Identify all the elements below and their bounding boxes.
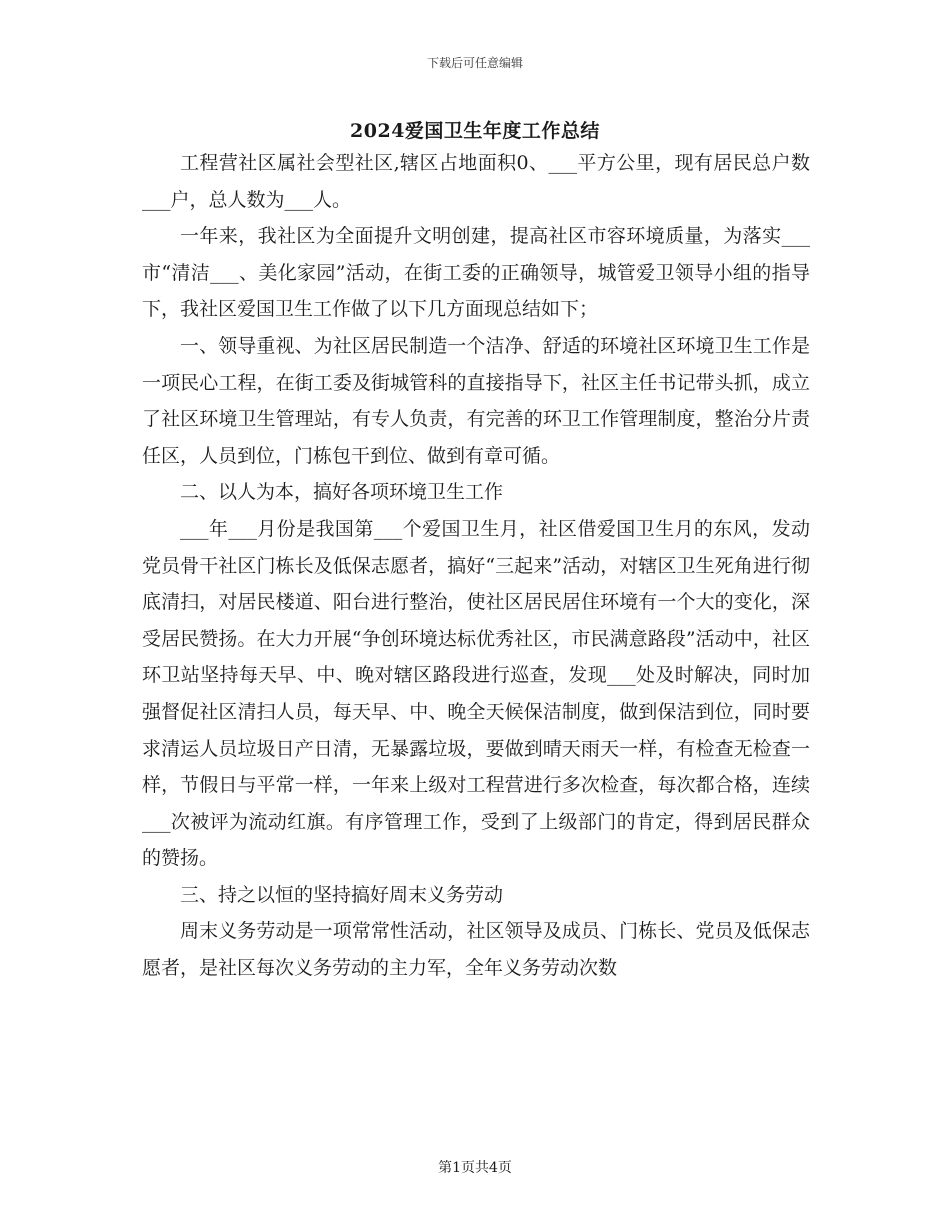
download-note: 下载后可任意编辑 [426,56,523,70]
document-body [142,145,810,987]
paragraph-section-3: 周末义务劳动是一项常常性活动，社区领导及成员、门栋长、党员及低保志愿者，是社区每次义务劳动的主力军，全年义务劳动次数 [142,920,810,980]
document-title: 2024爱国卫生年度工作总结 [350,120,600,142]
page-number: 第1页共4页 [438,1160,512,1176]
paragraph-section-2: ___年___月份是我国第___个爱国卫生月，社区借爱国卫生月的东风，发动党员骨干社区门栋长及低保志愿者，搞好“三起来”活动，对辖区卫生死角进行彻底清扫，对居民楼道、阳台进行整治，使社区居民居住环境有一个大的变化，深受居民赞扬。在大力开展“争创环境达标优秀社区，市民满意路段”活动中，社区环卫站坚持每天早、中、晚对辖区路段进行巡查，发现___处及时解决，同时加强督促社区清扫人员，每天早、中、晚全天候保洁制度，做到保洁到位，同时要求清运人员垃圾日产日清，无暴露垃圾，要做到晴天雨天一样，有检查无检查一样，节假日与平常一样，一年来上级对工程营进行多次检查，每次都合格，连续___次被评为流动红旗。有序管理工作，受到了上级部门的肯定，得到居民群众的赞扬。 [142,517,810,870]
section-heading-3: 三、持之以恒的坚持搞好周末义务劳动 [180,883,504,906]
section-heading-2: 二、以人为本，搞好各项环境卫生工作 [180,481,504,504]
paragraph-intro: 工程营社区属社会型社区,辖区占地面积0、___平方公里，现有居民总户数___户，总人数为___人。 [142,152,810,211]
paragraph-overview: 一年来，我社区为全面提升文明创建，提高社区市容环境质量，为落实___市“清洁___、美化家园”活动，在街工委的正确领导，城管爱卫领导小组的指导下，我社区爱国卫生工作做了以下几方面现总结如下； [142,225,810,321]
paragraph-section-1: 一、领导重视、为社区居民制造一个洁净、舒适的环境社区环境卫生工作是一项民心工程，在街工委及街城管科的直接指导下，社区主任书记带头抓，成立了社区环境卫生管理站，有专人负责，有完善的环卫工作管理制度，整治分片责任区，人员到位，门栋包干到位、做到有章可循。 [142,334,810,467]
